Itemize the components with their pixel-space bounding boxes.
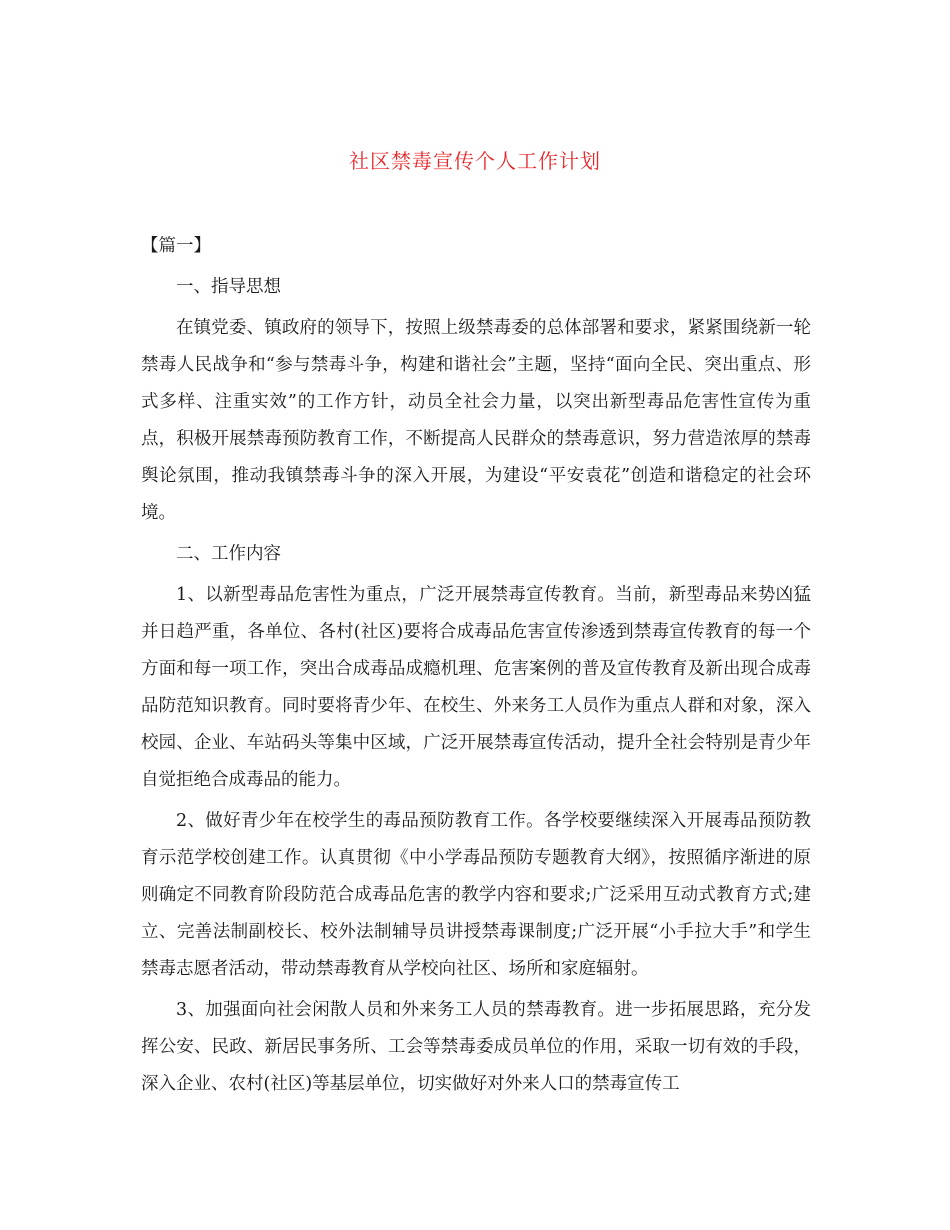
paragraph-guiding-ideology: 在镇党委、镇政府的领导下，按照上级禁毒委的总体部署和要求，紧紧围绕新一轮禁毒人民战争和“参与禁毒斗争，构建和谐社会”主题，坚持“面向全民、突出重点、形式多样、注重实效”的工作方针，动员全社会力量，以突出新型毒品危害性宣传为重点，积极开展禁毒预防教育工作，不断提高人民群众的禁毒意识，努力营造浓厚的禁毒舆论氛围，推动我镇禁毒斗争的深入开展，为建设“平安袁花”创造和谐稳定的社会环境。 bbox=[141, 318, 811, 523]
document-body bbox=[141, 228, 811, 1103]
section-label: 【篇一】 bbox=[141, 236, 211, 256]
heading-guiding-ideology: 一、指导思想 bbox=[176, 277, 281, 297]
paragraph-item-3: 3、加强面向社会闲散人员和外来务工人员的禁毒教育。进一步拓展思路，充分发挥公安、民政、新居民事务所、工会等禁毒委成员单位的作用，采取一切有效的手段，深入企业、农村(社区)等基层单位，切实做好对外来人口的禁毒宣传工 bbox=[141, 1000, 811, 1094]
paragraph-item-2: 2、做好青少年在校学生的毒品预防教育工作。各学校要继续深入开展毒品预防教育示范学校创建工作。认真贯彻《中小学毒品预防专题教育大纲》，按照循序渐进的原则确定不同教育阶段防范合成毒品危害的教学内容和要求;广泛采用互动式教育方式;建立、完善法制副校长、校外法制辅导员讲授禁毒课制度;广泛开展“小手拉大手”和学生禁毒志愿者活动，带动禁毒教育从学校向社区、场所和家庭辐射。 bbox=[141, 811, 811, 979]
paragraph-item-1: 1、以新型毒品危害性为重点，广泛开展禁毒宣传教育。当前，新型毒品来势凶猛并日趋严重，各单位、各村(社区)要将合成毒品危害宣传渗透到禁毒宣传教育的每一个方面和每一项工作，突出合成毒品成瘾机理、危害案例的普及宣传教育及新出现合成毒品防范知识教育。同时要将青少年、在校生、外来务工人员作为重点人群和对象，深入校园、企业、车站码头等集中区域，广泛开展禁毒宣传活动，提升全社会特别是青少年自觉拒绝合成毒品的能力。 bbox=[141, 585, 811, 790]
heading-work-content: 二、工作内容 bbox=[176, 544, 281, 564]
document-title: 社区禁毒宣传个人工作计划 bbox=[349, 149, 601, 173]
